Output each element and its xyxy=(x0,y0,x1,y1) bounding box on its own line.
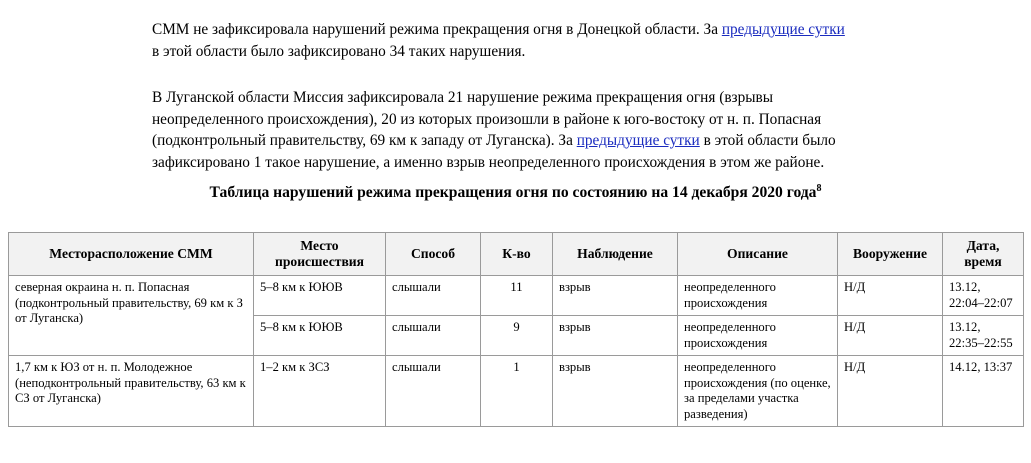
table-title-footnote: 8 xyxy=(816,183,822,194)
column-header-description: Описание xyxy=(678,233,838,276)
table-row xyxy=(9,356,1024,427)
column-header-place: Место происшествия xyxy=(254,233,386,276)
cell-weapon: Н/Д xyxy=(838,356,943,427)
table-row xyxy=(9,276,1024,316)
cell-datetime: 14.12, 13:37 xyxy=(943,356,1024,427)
cell-method: слышали xyxy=(386,276,481,316)
cell-place: 5–8 км к ЮЮВ xyxy=(254,316,386,356)
column-header-observation: Наблюдение xyxy=(553,233,678,276)
table-header-row xyxy=(9,233,1024,276)
paragraph-luhansk-text-after: в этой области было зафиксировано 1 такое нарушение, а именно взрыв неопределенного происхождения в этом же районе. xyxy=(152,132,836,171)
column-header-location: Месторасположение СММ xyxy=(9,233,254,276)
paragraph-luhansk-text-before: В Луганской области Миссия зафиксировала 21 нарушение режима прекращения огня (взрывы неопределенного происхождения), 20 из которых произошли в районе к юго-востоку от н. п. Попасная (подконтрольный правительству, 69 км к западу от Луганска). За xyxy=(152,89,822,150)
cell-method: слышали xyxy=(386,316,481,356)
paragraph-donetsk xyxy=(152,19,852,62)
cell-weapon: Н/Д xyxy=(838,276,943,316)
cell-count: 9 xyxy=(481,316,553,356)
column-header-weapon: Вооружение xyxy=(838,233,943,276)
cell-description: неопределенного происхождения xyxy=(678,316,838,356)
cell-place: 1–2 км к ЗСЗ xyxy=(254,356,386,427)
cell-observation: взрыв xyxy=(553,316,678,356)
cell-description: неопределенного происхождения (по оценке, за пределами участка разведения) xyxy=(678,356,838,427)
cell-place: 5–8 км к ЮЮВ xyxy=(254,276,386,316)
column-header-method: Способ xyxy=(386,233,481,276)
cell-observation: взрыв xyxy=(553,356,678,427)
cell-count: 1 xyxy=(481,356,553,427)
cell-datetime: 13.12, 22:35–22:55 xyxy=(943,316,1024,356)
previous-day-link-1[interactable]: предыдущие сутки xyxy=(721,21,845,39)
cell-datetime: 13.12, 22:04–22:07 xyxy=(943,276,1024,316)
table-title-text: Таблица нарушений режима прекращения огня по состоянию на 14 декабря 2020 года xyxy=(209,184,817,202)
cell-count: 11 xyxy=(481,276,553,316)
table-title xyxy=(0,183,1031,202)
previous-day-link-2[interactable]: предыдущие сутки xyxy=(576,132,700,150)
paragraph-donetsk-text-after: в этой области было зафиксировано 34 таких нарушения. xyxy=(152,42,526,60)
column-header-datetime: Дата, время xyxy=(943,233,1024,276)
paragraph-donetsk-text-before: СММ не зафиксировала нарушений режима прекращения огня в Донецкой области. За xyxy=(152,21,722,39)
cell-location: северная окраина н. п. Попасная (подконтрольный правительству, 69 км к З от Луганска) xyxy=(9,276,254,356)
cell-location: 1,7 км к ЮЗ от н. п. Молодежное (неподконтрольный правительству, 63 км к СЗ от Луганска) xyxy=(9,356,254,427)
cell-weapon: Н/Д xyxy=(838,316,943,356)
cell-method: слышали xyxy=(386,356,481,427)
paragraph-luhansk xyxy=(152,87,862,173)
column-header-count: К-во xyxy=(481,233,553,276)
cell-observation: взрыв xyxy=(553,276,678,316)
cell-description: неопределенного происхождения xyxy=(678,276,838,316)
ceasefire-violations-table xyxy=(8,232,1024,427)
